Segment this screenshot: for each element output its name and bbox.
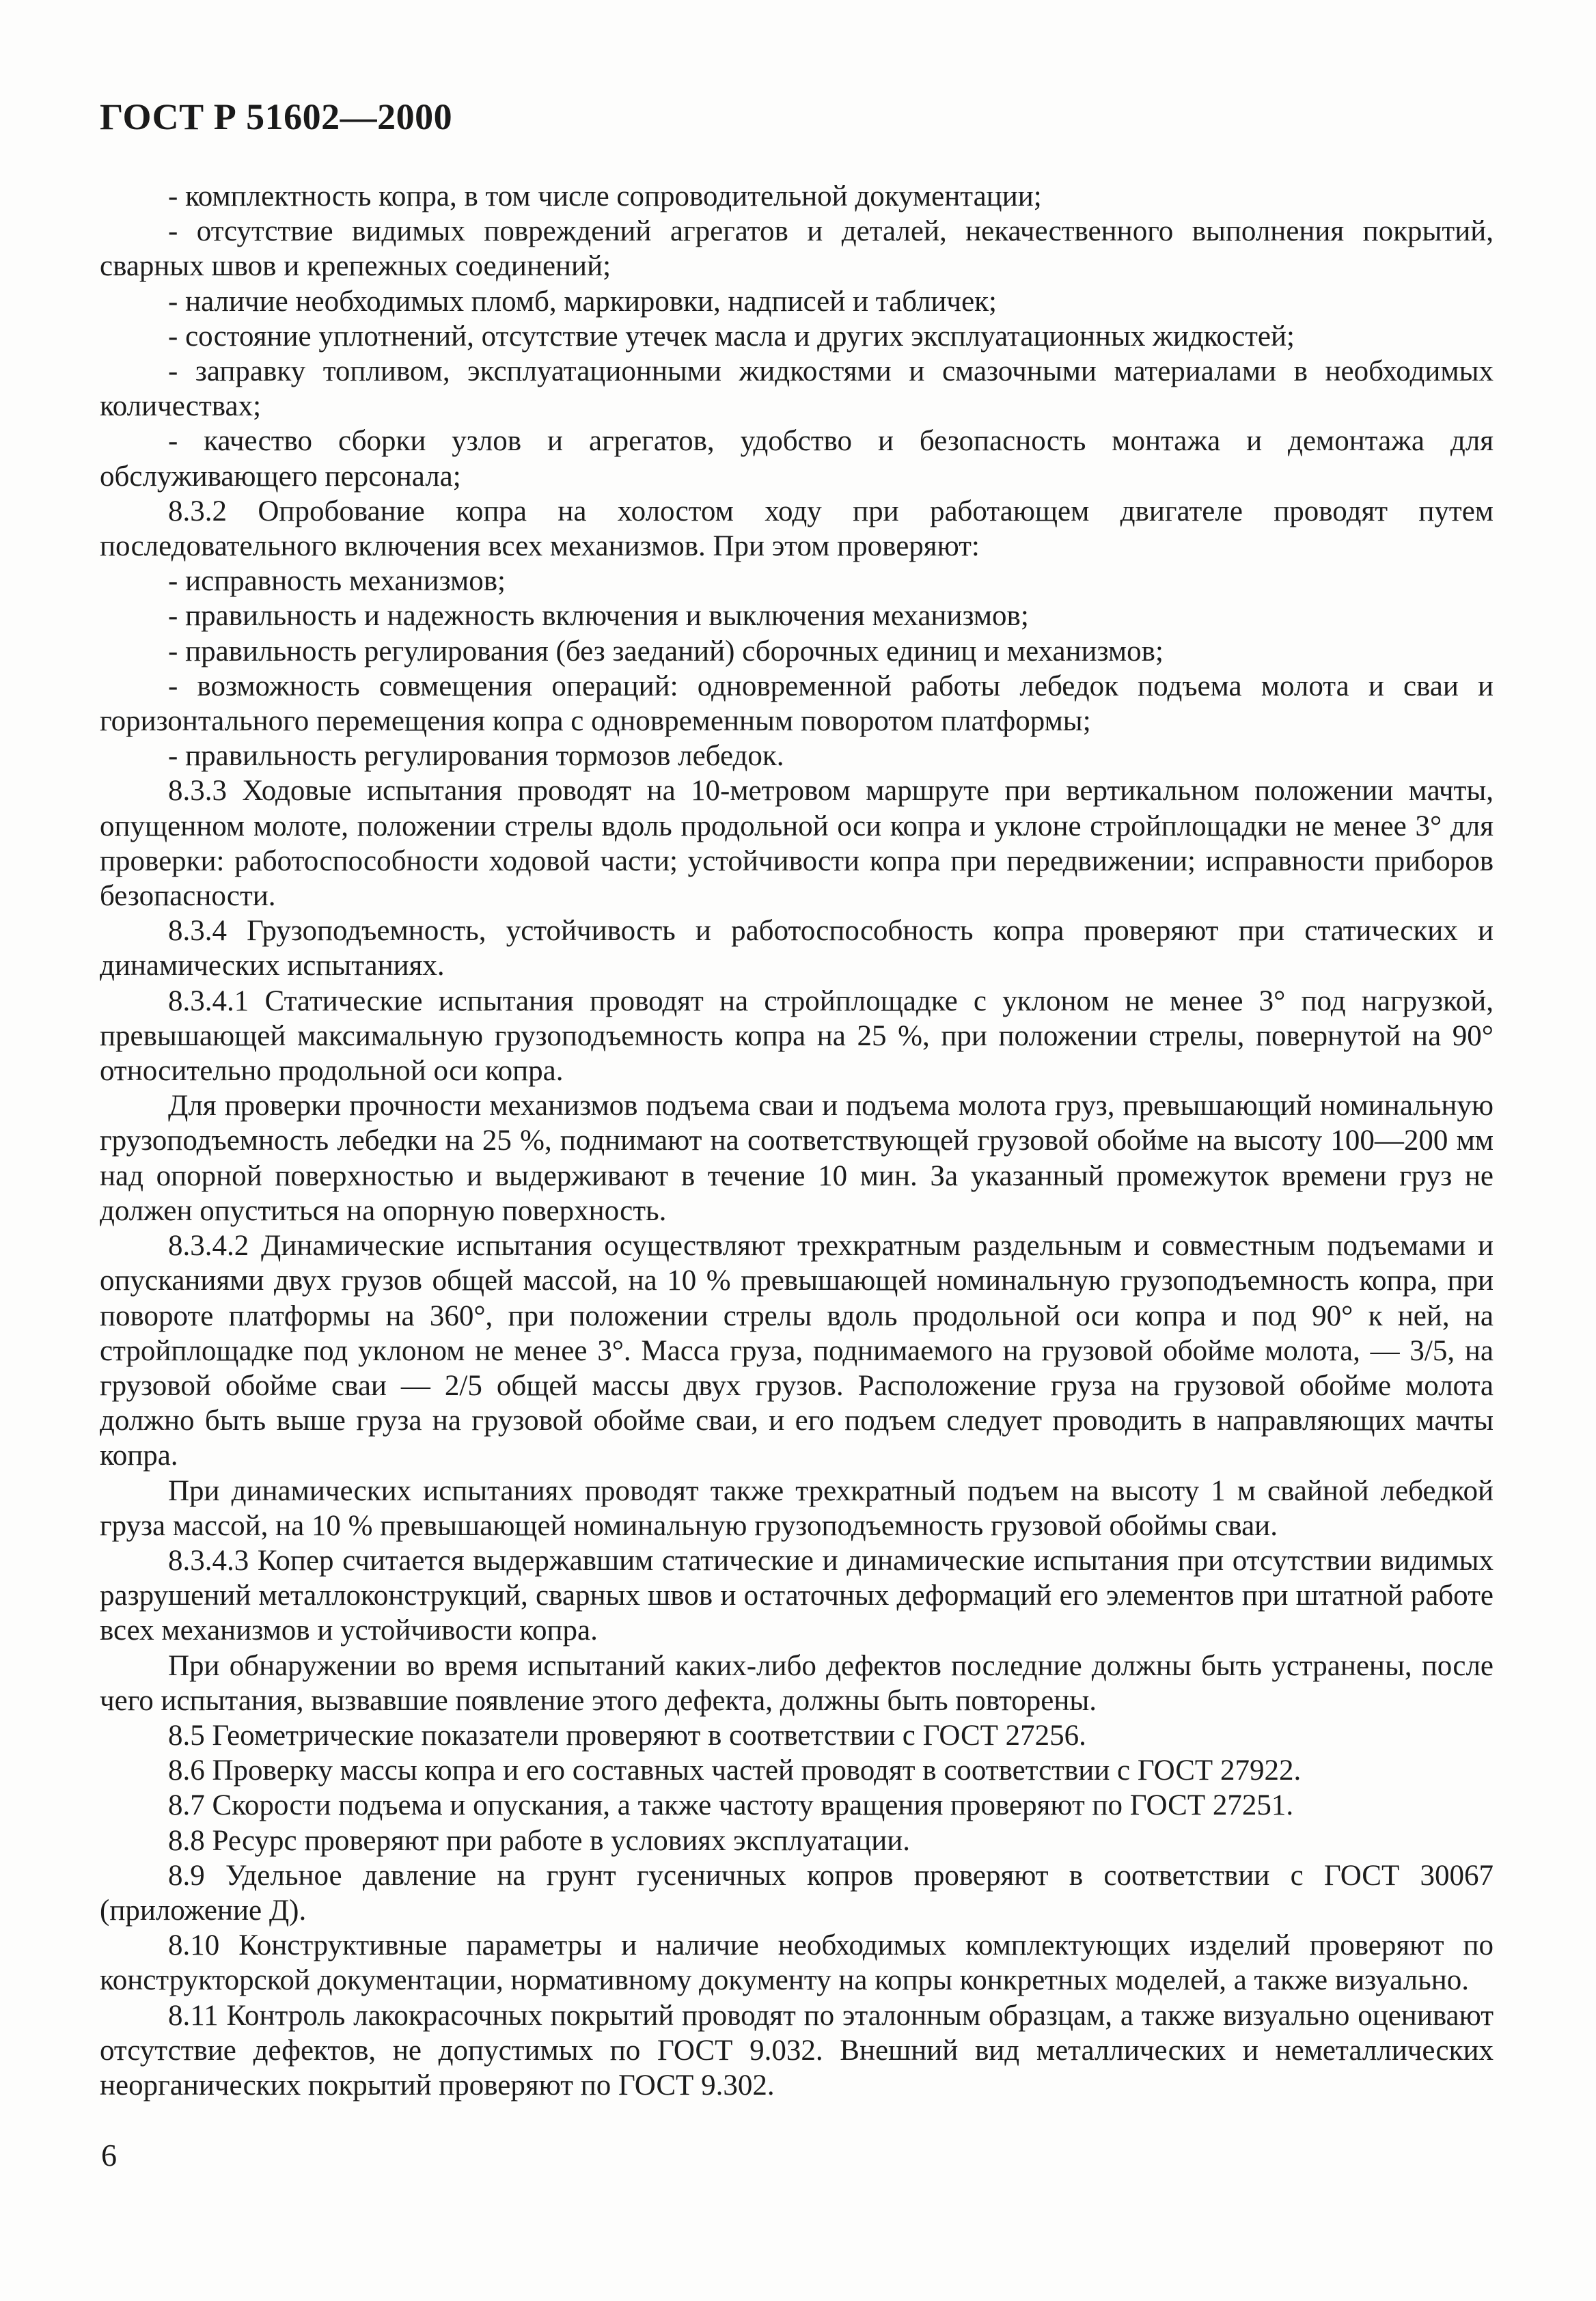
- paragraph: - правильность и надежность включения и выключения механизмов;: [168, 600, 1029, 633]
- paragraph: Для проверки прочности механизмов подъема сваи и подъема молота груз, превышающий номинальную грузоподъемность лебедки на 25 %, поднимают на соответствующей грузовой обойме на высоту 100—200 мм над опорной поверхностью и выдерживают в течение 10 мин. За указанный промежуток времени груз не должен опуститься на опорную поверхность.: [100, 1090, 1494, 1227]
- paragraph: При динамических испытаниях проводят также трехкратный подъем на высоту 1 м свайной лебедкой груза массой, на 10 % превышающей номинальную грузоподъемность грузовой обоймы сваи.: [100, 1474, 1494, 1542]
- paragraph: - отсутствие видимых повреждений агрегатов и деталей, некачественного выполнения покрытий, сварных швов и крепежных соединений;: [100, 215, 1494, 283]
- paragraph: 8.8 Ресурс проверяют при работе в условиях эксплуатации.: [168, 1824, 911, 1857]
- paragraph: 8.5 Геометрические показатели проверяют в соответствии с ГОСТ 27256.: [168, 1719, 1086, 1752]
- paragraph: - комплектность копра, в том числе сопроводительной документации;: [168, 180, 1042, 212]
- paragraph: 8.3.4.1 Статические испытания проводят на стройплощадке с уклоном не менее 3° под нагрузкой, превышающей максимальную грузоподъемность копра на 25 %, при положении стрелы, повернутой на 90° относительно продольной оси копра.: [100, 984, 1494, 1088]
- document-header: ГОСТ Р 51602—2000: [100, 96, 453, 137]
- paragraph: 8.10 Конструктивные параметры и наличие необходимых комплектующих изделий проверяют по конструкторской документации, нормативному документу на копры конкретных моделей, а также визуально.: [100, 1929, 1494, 1997]
- paragraph: - состояние уплотнений, отсутствие утечек масла и других эксплуатационных жидкостей;: [168, 320, 1295, 353]
- paragraph: При обнаружении во время испытаний каких-либо дефектов последние должны быть устранены, после чего испытания, вызвавшие появление этого дефекта, должны быть повторены.: [100, 1649, 1494, 1717]
- paragraph: 8.9 Удельное давление на грунт гусеничных копров проверяют в соответствии с ГОСТ 30067 (приложение Д).: [100, 1859, 1494, 1927]
- paragraph: - правильность регулирования (без заеданий) сборочных единиц и механизмов;: [168, 635, 1164, 667]
- paragraph: 8.6 Проверку массы копра и его составных частей проводят в соответствии с ГОСТ 27922.: [168, 1754, 1302, 1787]
- paragraph: - наличие необходимых пломб, маркировки, надписей и табличек;: [168, 285, 997, 318]
- paragraph: 8.3.4 Грузоподъемность, устойчивость и работоспособность копра проверяют при статических и динамических испытаниях.: [100, 915, 1494, 982]
- paragraph: 8.3.4.2 Динамические испытания осуществляют трехкратным раздельным и совместным подъемами и опусканиями двух грузов общей массой, на 10 % превышающей номинальную грузоподъемность копра, при повороте платформы на 360°, при положении стрелы вдоль продольной оси копра и под 90° к ней, на стройплощадке под уклоном не менее 3°. Масса груза, поднимаемого на грузовой обойме молота, — 3/5, на грузовой обойме сваи — 2/5 общей массы двух грузов. Расположение груза на грузовой обойме молота должно быть выше груза на грузовой обойме сваи, и его подъем следует проводить в направляющих мачты копра.: [100, 1230, 1494, 1472]
- paragraph: - правильность регулирования тормозов лебедок.: [168, 740, 784, 773]
- paragraph: 8.3.3 Ходовые испытания проводят на 10-метровом маршруте при вертикальном положении мачты, опущенном молоте, положении стрелы вдоль продольной оси копра и уклоне стройплощадки не менее 3° для проверки: работоспособности ходовой части; устойчивости копра при передвижении; исправности приборов безопасности.: [100, 775, 1494, 913]
- paragraph: 8.7 Скорости подъема и опускания, а также частоту вращения проверяют по ГОСТ 27251.: [168, 1789, 1294, 1822]
- paragraph: - исправность механизмов;: [168, 565, 506, 598]
- paragraph: - качество сборки узлов и агрегатов, удобство и безопасность монтажа и демонтажа для обслуживающего персонала;: [100, 425, 1494, 493]
- paragraph: - возможность совмещения операций: одновременной работы лебедок подъема молота и сваи и горизонтального перемещения копра с одновременным поворотом платформы;: [100, 670, 1494, 738]
- paragraph: 8.11 Контроль лакокрасочных покрытий проводят по эталонным образцам, а также визуально оценивают отсутствие дефектов, не допустимых по ГОСТ 9.032. Внешний вид металлических и неметаллических неорганических покрытий проверяют по ГОСТ 9.302.: [100, 1999, 1494, 2102]
- paragraph: 8.3.2 Опробование копра на холостом ходу при работающем двигателе проводят путем последовательного включения всех механизмов. При этом проверяют:: [100, 495, 1494, 563]
- paragraph: 8.3.4.3 Копер считается выдержавшим статические и динамические испытания при отсутствии видимых разрушений металлоконструкций, сварных швов и остаточных деформаций его элементов при штатной работе всех механизмов и устойчивости копра.: [100, 1544, 1494, 1647]
- page-number: 6: [101, 2138, 117, 2173]
- paragraph: - заправку топливом, эксплуатационными жидкостями и смазочными материалами в необходимых количествах;: [100, 355, 1494, 423]
- document-body: [100, 179, 1494, 2103]
